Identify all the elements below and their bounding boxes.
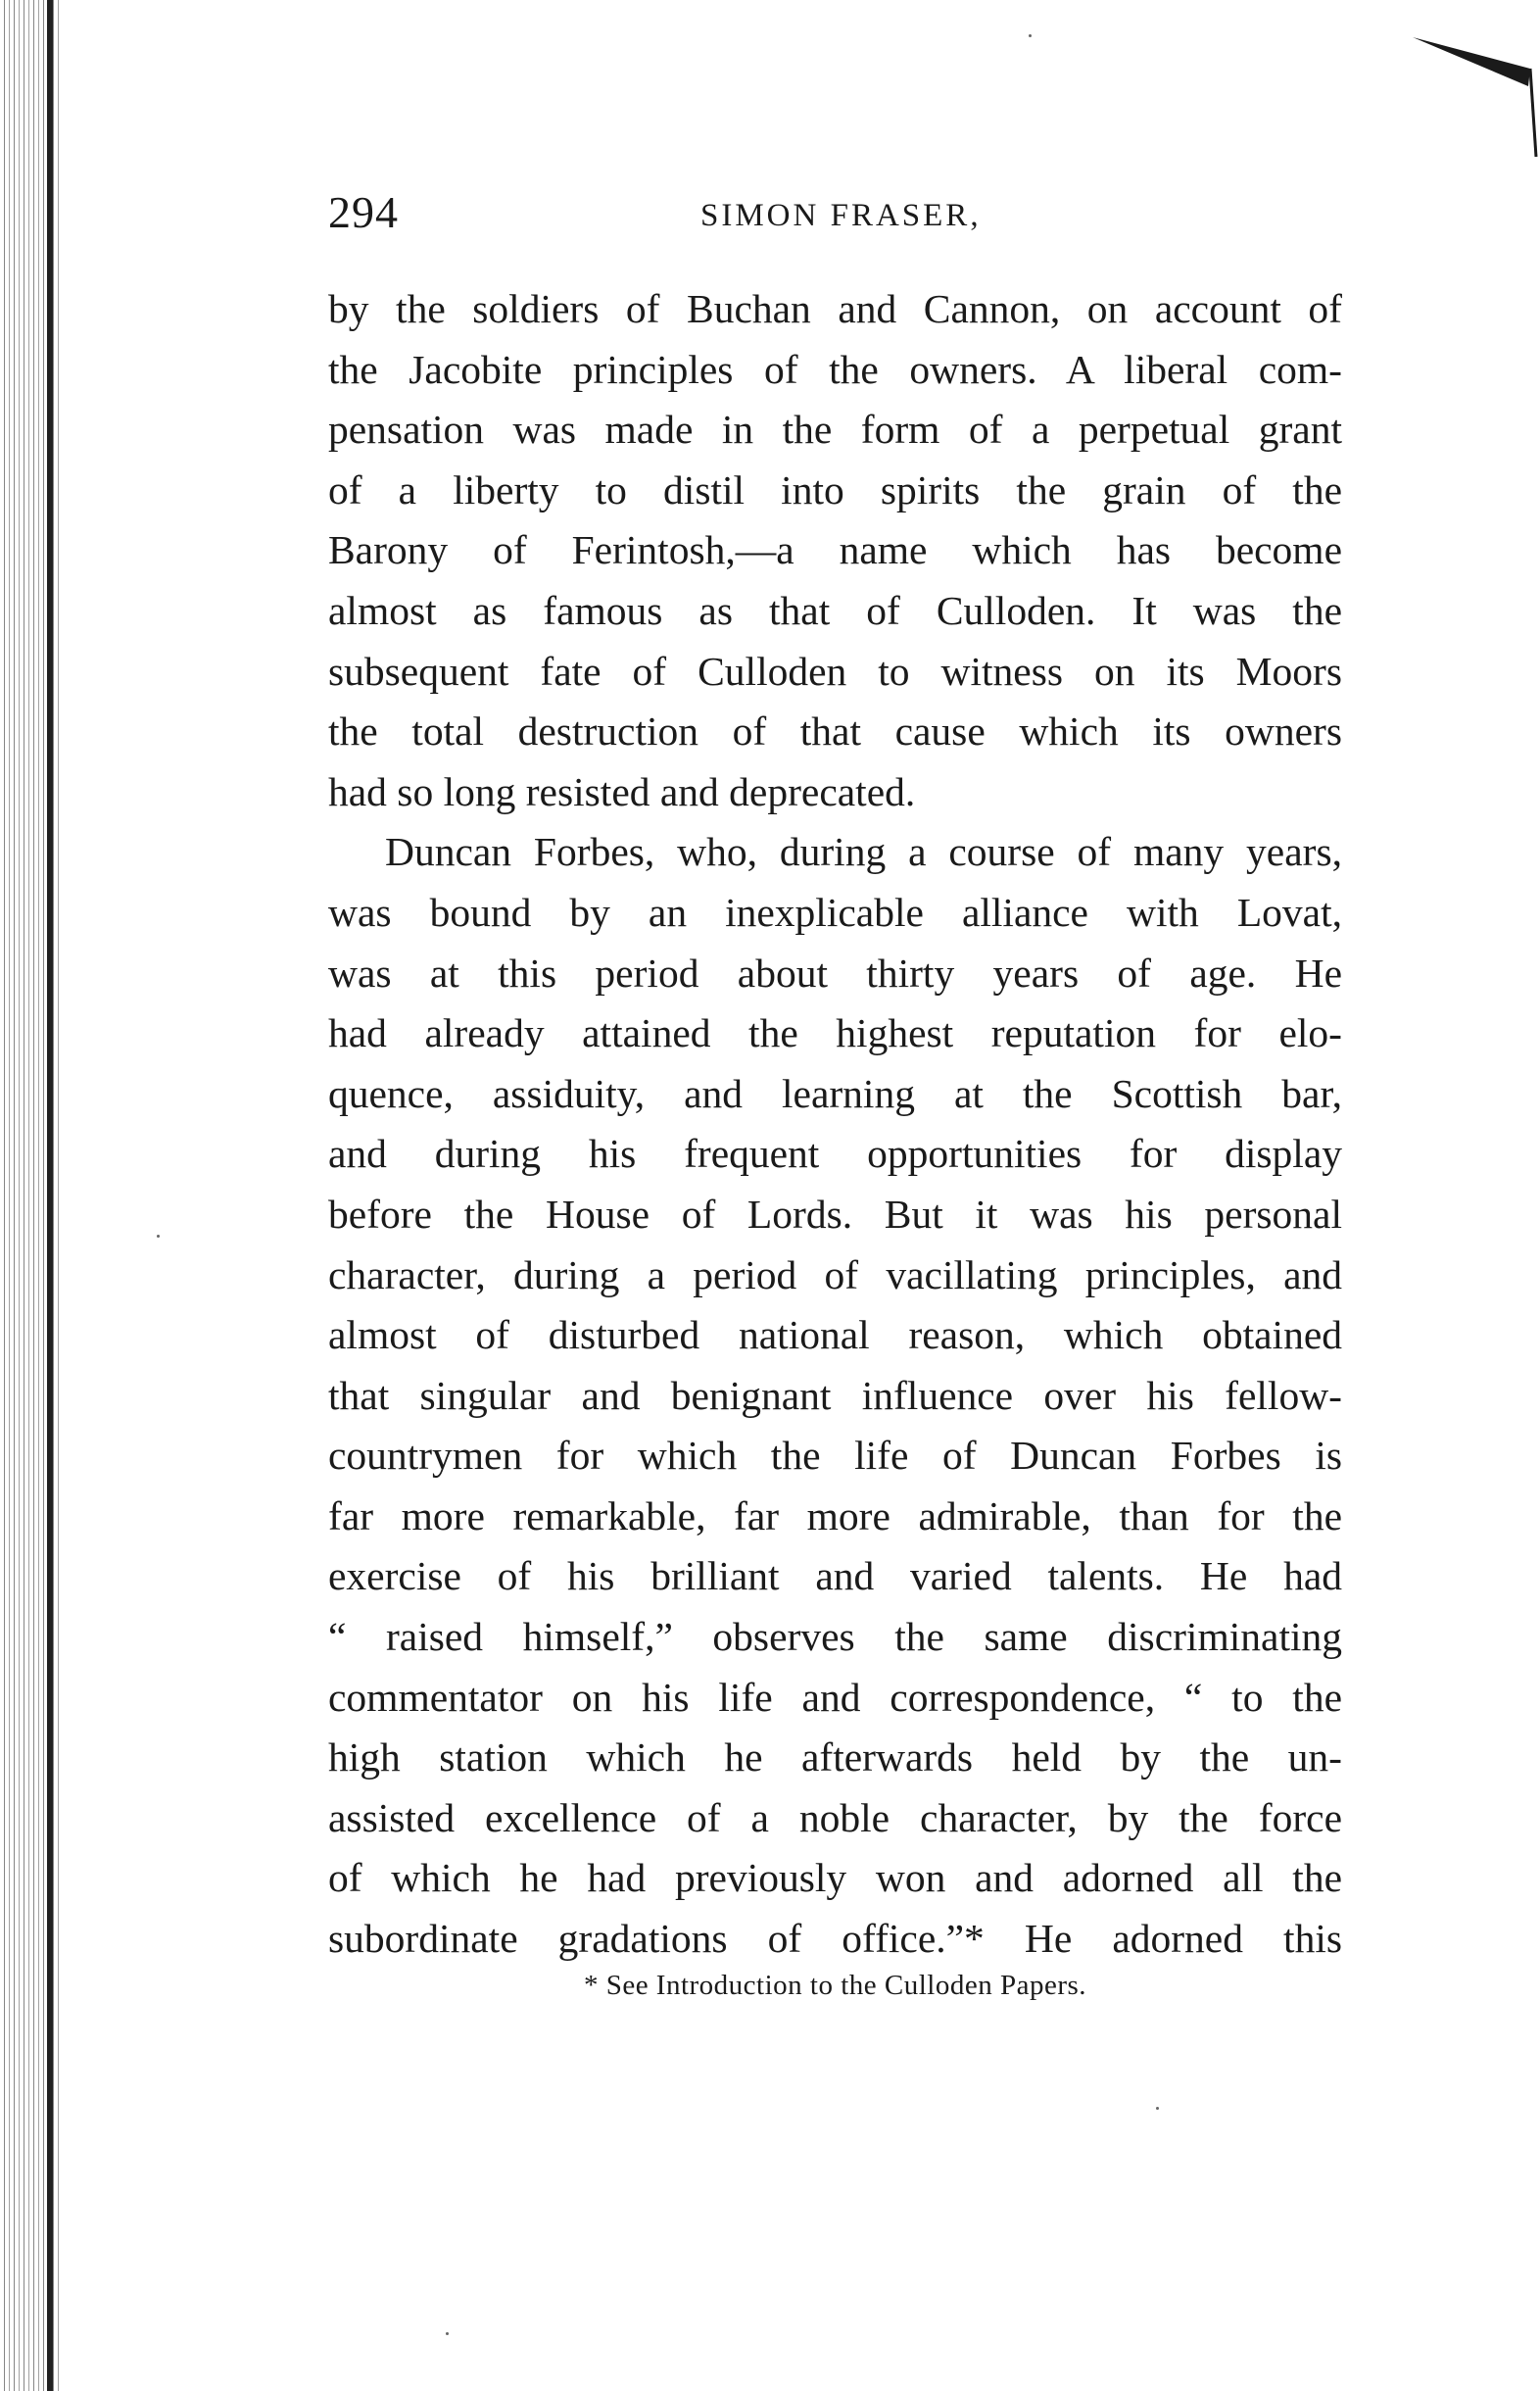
text-line: almost of disturbed national reason, which obtained [328,1312,1342,1358]
text-line: commentator on his life and correspondence, “ to the [328,1674,1342,1720]
text-line: was bound by an inexplicable alliance with Lovat, [328,889,1342,935]
paper-speck [1029,34,1032,37]
paragraph-end-line: had so long resisted and deprecated. [328,768,916,814]
text-line: subordinate gradations of office.”* He adorned this [328,1916,1342,1962]
paper-speck [157,1235,160,1238]
book-binding-line [47,0,53,2391]
text-line: by the soldiers of Buchan and Cannon, on account of [328,286,1342,331]
text-line: exercise of his brilliant and varied talents. He had [328,1553,1342,1599]
text-line: had already attained the highest reputation for elo- [328,1010,1342,1056]
text-line: before the House of Lords. But it was his personal [328,1191,1342,1237]
text-line: Barony of Ferintosh,—a name which has become [328,527,1342,573]
text-line: pensation was made in the form of a perpetual grant [328,407,1342,453]
text-line: far more remarkable, far more admirable, than for the [328,1492,1342,1538]
paragraph-start-line: Duncan Forbes, who, during a course of many years, [385,829,1342,875]
text-line: quence, assiduity, and learning at the Scottish bar, [328,1070,1342,1116]
text-line: assisted excellence of a noble character, by the force [328,1794,1342,1840]
paper-speck [1156,2107,1159,2110]
text-line: was at this period about thirty years of age. He [328,950,1342,996]
page-number: 294 [328,187,399,237]
footnote: * See Introduction to the Culloden Papers. [583,1970,1087,2001]
text-line: the Jacobite principles of the owners. A liberal com- [328,346,1342,392]
body-text [328,279,1342,1970]
running-head: SIMON FRASER, [700,198,982,233]
text-line: high station which he afterwards held by the un- [328,1734,1342,1781]
text-line: subsequent fate of Culloden to witness on its Moors [328,648,1342,694]
text-line: the total destruction of that cause which its owners [328,708,1342,755]
text-line: of which he had previously won and adorned all the [328,1855,1342,1901]
text-line: of a liberty to distil into spirits the grain of the [328,466,1342,512]
paper-speck [446,2332,449,2335]
text-line: “ raised himself,” observes the same discriminating [328,1614,1342,1660]
page-header [328,186,1347,255]
text-line: countrymen for which the life of Duncan Forbes is [328,1433,1342,1479]
text-line: that singular and benignant influence over his fellow- [328,1372,1342,1418]
text-line: almost as famous as that of Culloden. It was the [328,587,1342,633]
text-line: character, during a period of vacillating principles, and [328,1251,1342,1297]
text-line: and during his frequent opportunities for display [328,1131,1342,1177]
page-corner-fold-icon [1413,29,1540,157]
